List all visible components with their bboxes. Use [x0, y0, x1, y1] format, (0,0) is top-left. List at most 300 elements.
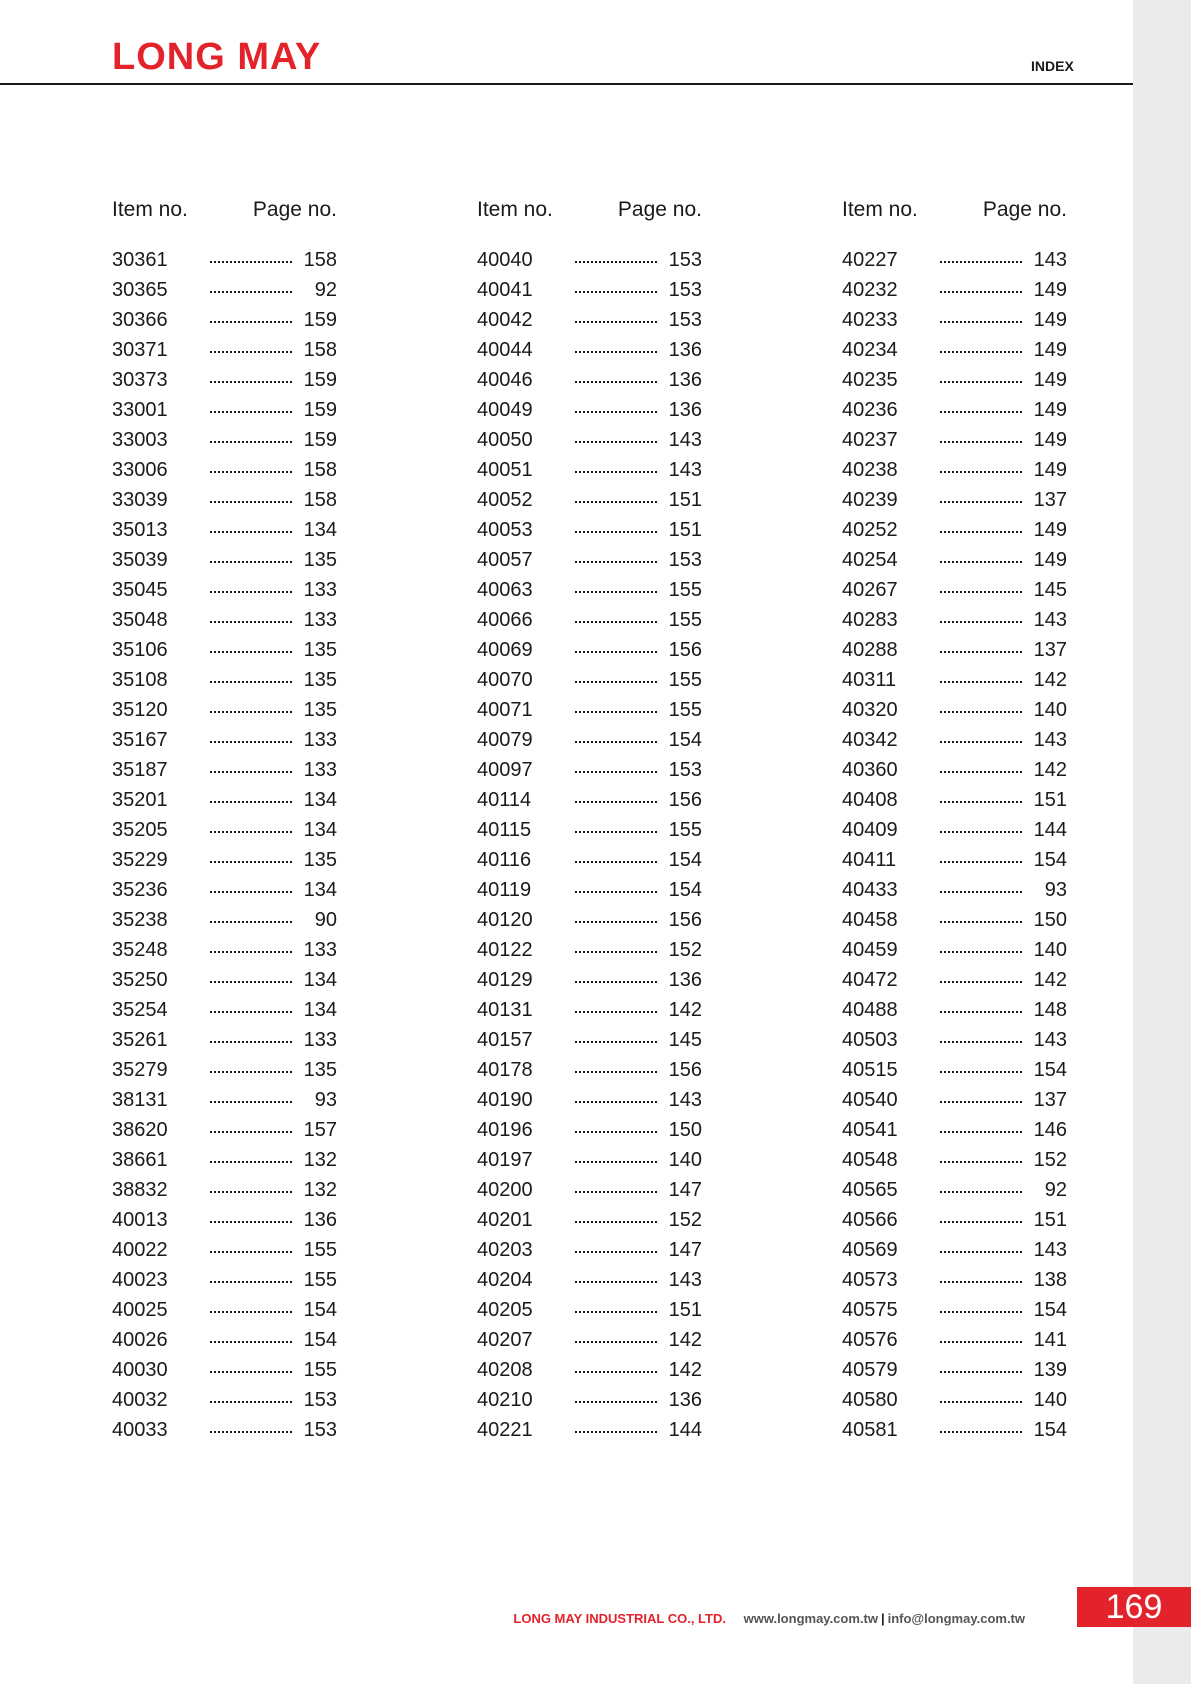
page-number-ref: 155 — [668, 609, 702, 631]
item-number: 40580 — [842, 1389, 898, 1411]
dot-leader — [575, 1041, 657, 1043]
index-entry — [112, 965, 337, 995]
item-number: 40079 — [477, 729, 533, 751]
dot-leader — [210, 1101, 292, 1103]
dot-leader — [575, 1101, 657, 1103]
item-number: 40120 — [477, 909, 533, 931]
dot-leader — [940, 771, 1022, 773]
index-entry — [842, 275, 1067, 305]
dot-leader — [575, 1191, 657, 1193]
index-entry — [112, 395, 337, 425]
item-number: 40579 — [842, 1359, 898, 1381]
item-number: 40210 — [477, 1389, 533, 1411]
dot-leader — [575, 531, 657, 533]
page-number-ref: 134 — [303, 879, 337, 901]
item-number: 40411 — [842, 849, 897, 871]
item-number: 40234 — [842, 339, 898, 361]
item-number: 40046 — [477, 369, 533, 391]
item-number: 35248 — [112, 939, 168, 961]
item-number: 40032 — [112, 1389, 168, 1411]
dot-leader — [210, 1011, 292, 1013]
dot-leader — [575, 651, 657, 653]
dot-leader — [575, 1431, 657, 1433]
dot-leader — [575, 1341, 657, 1343]
footer-website[interactable]: www.longmay.com.tw — [743, 1611, 878, 1626]
index-entry — [842, 785, 1067, 815]
dot-leader — [210, 681, 292, 683]
item-number: 40051 — [477, 459, 533, 481]
page-number-ref: 143 — [1033, 249, 1067, 271]
page-number-ref: 154 — [668, 849, 702, 871]
item-number: 40129 — [477, 969, 533, 991]
dot-leader — [210, 951, 292, 953]
item-number: 35261 — [112, 1029, 168, 1051]
dot-leader — [940, 1341, 1022, 1343]
index-entry — [477, 935, 702, 965]
dot-leader — [210, 891, 292, 893]
dot-leader — [575, 711, 657, 713]
item-number: 40196 — [477, 1119, 533, 1141]
dot-leader — [210, 261, 292, 263]
index-entry — [842, 1385, 1067, 1415]
page-number-ref: 153 — [303, 1389, 337, 1411]
item-number: 40227 — [842, 249, 898, 271]
page-number-ref: 158 — [303, 489, 337, 511]
page-number-ref: 158 — [303, 339, 337, 361]
page-number-ref: 143 — [1033, 729, 1067, 751]
column-header — [477, 195, 702, 225]
index-entry — [842, 1355, 1067, 1385]
dot-leader — [940, 1221, 1022, 1223]
page-number-ref: 145 — [1033, 579, 1067, 601]
page-number-ref: 145 — [668, 1029, 702, 1051]
dot-leader — [210, 1221, 292, 1223]
item-number: 38832 — [112, 1179, 168, 1201]
dot-leader — [210, 351, 292, 353]
index-entry — [112, 515, 337, 545]
page-number-ref: 143 — [1033, 1029, 1067, 1051]
page-number-ref: 148 — [1033, 999, 1067, 1021]
dot-leader — [575, 861, 657, 863]
section-label: INDEX — [1031, 58, 1074, 74]
dot-leader — [575, 411, 657, 413]
item-number: 40115 — [477, 819, 532, 841]
dot-leader — [940, 1101, 1022, 1103]
page-number-ref: 151 — [668, 489, 702, 511]
index-entry — [112, 845, 337, 875]
dot-leader — [940, 471, 1022, 473]
item-number: 40013 — [112, 1209, 168, 1231]
item-number: 40122 — [477, 939, 533, 961]
page-number-ref: 153 — [668, 759, 702, 781]
item-number: 40119 — [477, 879, 532, 901]
index-entry — [477, 1055, 702, 1085]
item-number: 40576 — [842, 1329, 898, 1351]
item-number: 40022 — [112, 1239, 168, 1261]
footer-email[interactable]: info@longmay.com.tw — [887, 1611, 1025, 1626]
index-entry — [477, 1265, 702, 1295]
page-number-ref: 136 — [668, 369, 702, 391]
page-number-ref: 150 — [1033, 909, 1067, 931]
page-number-ref: 93 — [314, 1089, 337, 1111]
page-number-ref: 151 — [668, 1299, 702, 1321]
item-no-header: Item no. — [477, 198, 553, 221]
dot-leader — [210, 1041, 292, 1043]
page-number-ref: 155 — [668, 819, 702, 841]
item-number: 40042 — [477, 309, 533, 331]
item-number: 40433 — [842, 879, 898, 901]
dot-leader — [210, 1191, 292, 1193]
index-entry — [477, 995, 702, 1025]
page-number-ref: 134 — [303, 789, 337, 811]
index-entry — [842, 1325, 1067, 1355]
item-number: 40541 — [842, 1119, 898, 1141]
page-number-ref: 149 — [1033, 459, 1067, 481]
item-number: 33039 — [112, 489, 168, 511]
dot-leader — [210, 1401, 292, 1403]
page-number-ref: 149 — [1033, 279, 1067, 301]
item-number: 40233 — [842, 309, 898, 331]
index-entry — [112, 665, 337, 695]
index-entry — [477, 305, 702, 335]
index-column-1 — [112, 195, 337, 1445]
index-entry — [477, 545, 702, 575]
item-number: 40200 — [477, 1179, 533, 1201]
dot-leader — [940, 801, 1022, 803]
index-entry — [112, 455, 337, 485]
item-number: 40066 — [477, 609, 533, 631]
brand-logo: LONG MAY — [112, 36, 322, 78]
page-number-ref: 142 — [668, 999, 702, 1021]
page-number-ref: 159 — [303, 369, 337, 391]
footer-company: LONG MAY INDUSTRIAL CO., LTD. — [513, 1611, 726, 1626]
item-number: 40236 — [842, 399, 898, 421]
index-entry — [477, 635, 702, 665]
page-number: 169 — [1077, 1587, 1191, 1627]
page-number-ref: 155 — [303, 1359, 337, 1381]
index-entry — [112, 275, 337, 305]
index-entry — [477, 785, 702, 815]
item-number: 40515 — [842, 1059, 898, 1081]
index-entry — [477, 1415, 702, 1445]
page-number-ref: 149 — [1033, 369, 1067, 391]
dot-leader — [940, 1131, 1022, 1133]
index-entry — [842, 725, 1067, 755]
index-entry — [477, 1385, 702, 1415]
page-number-ref: 146 — [1033, 1119, 1067, 1141]
dot-leader — [575, 831, 657, 833]
index-entry — [112, 575, 337, 605]
dot-leader — [210, 531, 292, 533]
item-number: 40540 — [842, 1089, 898, 1111]
item-number: 30373 — [112, 369, 168, 391]
item-number: 40069 — [477, 639, 533, 661]
index-entry — [477, 1145, 702, 1175]
dot-leader — [210, 831, 292, 833]
index-entry — [112, 605, 337, 635]
page-number-ref: 140 — [1033, 1389, 1067, 1411]
dot-leader — [940, 981, 1022, 983]
index-entry — [112, 1355, 337, 1385]
item-number: 40131 — [477, 999, 533, 1021]
page-number-ref: 137 — [1033, 1089, 1067, 1111]
item-number: 40488 — [842, 999, 898, 1021]
index-entry — [842, 335, 1067, 365]
item-number: 40205 — [477, 1299, 533, 1321]
index-entry — [842, 845, 1067, 875]
item-number: 40033 — [112, 1419, 168, 1441]
index-entry — [112, 545, 337, 575]
page-number-ref: 134 — [303, 969, 337, 991]
page-no-header: Page no. — [982, 198, 1067, 221]
index-entry — [112, 365, 337, 395]
item-number: 40057 — [477, 549, 533, 571]
item-number: 40071 — [477, 699, 533, 721]
page-number-ref: 142 — [668, 1329, 702, 1351]
item-number: 40207 — [477, 1329, 533, 1351]
dot-leader — [940, 321, 1022, 323]
page-number-ref: 158 — [303, 459, 337, 481]
footer — [0, 1611, 1025, 1626]
dot-leader — [575, 921, 657, 923]
index-entry — [842, 905, 1067, 935]
page-number-ref: 153 — [668, 249, 702, 271]
item-number: 40283 — [842, 609, 898, 631]
item-number: 40208 — [477, 1359, 533, 1381]
dot-leader — [575, 1011, 657, 1013]
index-entry — [477, 695, 702, 725]
dot-leader — [575, 891, 657, 893]
index-entry — [477, 815, 702, 845]
page-number-ref: 154 — [1033, 849, 1067, 871]
index-entry — [477, 755, 702, 785]
index-entry — [112, 755, 337, 785]
item-number: 40239 — [842, 489, 898, 511]
index-entry — [112, 1055, 337, 1085]
item-number: 40458 — [842, 909, 898, 931]
page-number-ref: 143 — [668, 1269, 702, 1291]
index-entry — [477, 575, 702, 605]
index-entry — [477, 425, 702, 455]
dot-leader — [210, 861, 292, 863]
page-number-ref: 155 — [668, 579, 702, 601]
page-number-ref: 137 — [1033, 489, 1067, 511]
page-number-ref: 149 — [1033, 429, 1067, 451]
item-number: 30361 — [112, 249, 168, 271]
page-number-ref: 156 — [668, 639, 702, 661]
dot-leader — [575, 801, 657, 803]
dot-leader — [940, 741, 1022, 743]
page-number-ref: 133 — [303, 609, 337, 631]
index-entry — [842, 755, 1067, 785]
dot-leader — [940, 531, 1022, 533]
dot-leader — [940, 1371, 1022, 1373]
dot-leader — [940, 411, 1022, 413]
dot-leader — [575, 561, 657, 563]
item-number: 33006 — [112, 459, 168, 481]
item-number: 40254 — [842, 549, 898, 571]
index-entry — [842, 485, 1067, 515]
item-number: 35279 — [112, 1059, 168, 1081]
index-entry — [112, 725, 337, 755]
page-number-ref: 153 — [303, 1419, 337, 1441]
page-number-ref: 133 — [303, 939, 337, 961]
dot-leader — [940, 1401, 1022, 1403]
page-number-ref: 153 — [668, 309, 702, 331]
dot-leader — [575, 1401, 657, 1403]
page-number-ref: 135 — [303, 1059, 337, 1081]
index-entry — [112, 485, 337, 515]
item-number: 40026 — [112, 1329, 168, 1351]
page-number-ref: 154 — [303, 1299, 337, 1321]
index-entry — [112, 1235, 337, 1265]
dot-leader — [575, 1251, 657, 1253]
page-number-ref: 156 — [668, 789, 702, 811]
index-entry — [112, 1415, 337, 1445]
dot-leader — [210, 321, 292, 323]
index-entry — [112, 1115, 337, 1145]
index-entry — [477, 455, 702, 485]
index-entry — [477, 845, 702, 875]
page-number-ref: 149 — [1033, 309, 1067, 331]
dot-leader — [575, 741, 657, 743]
page-number-ref: 143 — [668, 429, 702, 451]
index-entry — [112, 1325, 337, 1355]
item-number: 40114 — [477, 789, 532, 811]
item-number: 40025 — [112, 1299, 168, 1321]
item-number: 35187 — [112, 759, 168, 781]
index-entry — [112, 245, 337, 275]
dot-leader — [575, 471, 657, 473]
index-entry — [477, 665, 702, 695]
page-number-ref: 139 — [1033, 1359, 1067, 1381]
index-entry — [477, 365, 702, 395]
page-number-ref: 138 — [1033, 1269, 1067, 1291]
page-number-ref: 140 — [1033, 939, 1067, 961]
index-entry — [477, 515, 702, 545]
page-number-ref: 142 — [1033, 759, 1067, 781]
page-number-ref: 154 — [1033, 1299, 1067, 1321]
page-number-ref: 155 — [303, 1239, 337, 1261]
index-entry — [842, 965, 1067, 995]
item-number: 40232 — [842, 279, 898, 301]
index-entry — [112, 785, 337, 815]
item-number: 35167 — [112, 729, 168, 751]
page-number-ref: 136 — [668, 399, 702, 421]
index-entry — [842, 1145, 1067, 1175]
dot-leader — [210, 621, 292, 623]
footer-separator: | — [880, 1611, 885, 1626]
index-entry — [112, 305, 337, 335]
dot-leader — [210, 1371, 292, 1373]
dot-leader — [940, 891, 1022, 893]
index-entry — [477, 1025, 702, 1055]
item-number: 33003 — [112, 429, 168, 451]
page-number-ref: 92 — [314, 279, 337, 301]
page-number-ref: 137 — [1033, 639, 1067, 661]
item-number: 40235 — [842, 369, 898, 391]
dot-leader — [940, 1281, 1022, 1283]
item-number: 40573 — [842, 1269, 898, 1291]
column-header — [842, 195, 1067, 225]
page-number-ref: 149 — [1033, 339, 1067, 361]
dot-leader — [940, 501, 1022, 503]
page-number-ref: 154 — [668, 879, 702, 901]
item-number: 40408 — [842, 789, 898, 811]
index-entry — [842, 1205, 1067, 1235]
page-number-ref: 149 — [1033, 519, 1067, 541]
index-entry — [112, 425, 337, 455]
dot-leader — [940, 381, 1022, 383]
index-entry — [477, 335, 702, 365]
page-number-ref: 133 — [303, 759, 337, 781]
item-number: 40409 — [842, 819, 898, 841]
dot-leader — [940, 1011, 1022, 1013]
index-entry — [112, 1265, 337, 1295]
dot-leader — [940, 441, 1022, 443]
dot-leader — [940, 1041, 1022, 1043]
page-number-ref: 159 — [303, 399, 337, 421]
dot-leader — [575, 441, 657, 443]
index-entry — [842, 875, 1067, 905]
item-number: 35048 — [112, 609, 168, 631]
item-number: 40548 — [842, 1149, 898, 1171]
index-entry — [112, 905, 337, 935]
item-number: 40252 — [842, 519, 898, 541]
page-number-ref: 147 — [668, 1239, 702, 1261]
item-number: 40070 — [477, 669, 533, 691]
page-no-header: Page no. — [617, 198, 702, 221]
dot-leader — [210, 1251, 292, 1253]
item-number: 40063 — [477, 579, 533, 601]
dot-leader — [210, 711, 292, 713]
item-number: 35039 — [112, 549, 168, 571]
page-number-ref: 154 — [668, 729, 702, 751]
item-number: 40178 — [477, 1059, 533, 1081]
item-number: 35013 — [112, 519, 168, 541]
index-entry — [477, 395, 702, 425]
item-number: 40581 — [842, 1419, 898, 1441]
page-number-ref: 153 — [668, 279, 702, 301]
item-number: 40030 — [112, 1359, 168, 1381]
page-number-ref: 152 — [668, 1209, 702, 1231]
index-entry — [842, 1415, 1067, 1445]
page-number-ref: 151 — [1033, 1209, 1067, 1231]
index-entry — [112, 1175, 337, 1205]
dot-leader — [575, 771, 657, 773]
dot-leader — [940, 861, 1022, 863]
item-number: 40041 — [477, 279, 533, 301]
page-number-ref: 133 — [303, 729, 337, 751]
item-number: 40116 — [477, 849, 532, 871]
item-number: 35250 — [112, 969, 168, 991]
dot-leader — [940, 1191, 1022, 1193]
index-entry — [112, 335, 337, 365]
dot-leader — [210, 651, 292, 653]
dot-leader — [210, 1071, 292, 1073]
item-number: 40097 — [477, 759, 533, 781]
page-number-ref: 136 — [668, 969, 702, 991]
index-entry — [842, 395, 1067, 425]
dot-leader — [575, 261, 657, 263]
page-number-ref: 136 — [668, 1389, 702, 1411]
dot-leader — [940, 831, 1022, 833]
item-number: 40221 — [477, 1419, 533, 1441]
index-entry — [112, 1295, 337, 1325]
page-number-ref: 136 — [668, 339, 702, 361]
index-entry — [842, 1235, 1067, 1265]
index-entry — [842, 605, 1067, 635]
